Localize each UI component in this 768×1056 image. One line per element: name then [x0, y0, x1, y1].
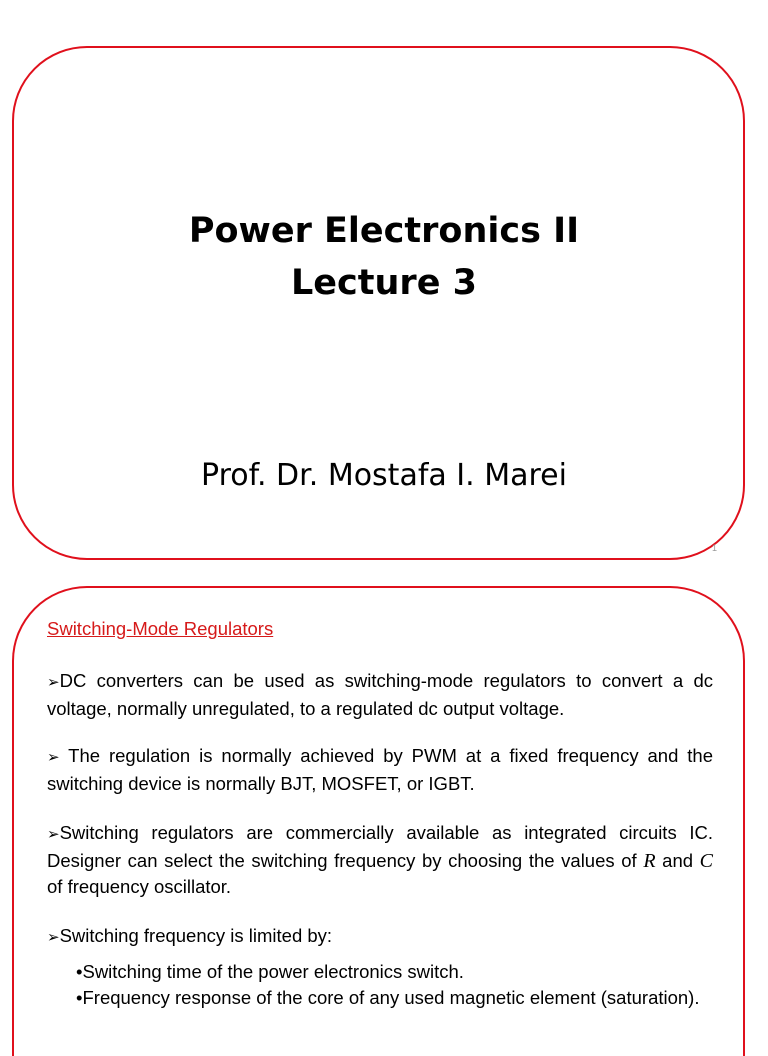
arrow-bullet-icon: ➢ [47, 826, 60, 843]
arrow-bullet-icon: ➢ [47, 674, 60, 691]
variable-c: C [699, 850, 713, 872]
list-item: •Switching time of the power electronics switch. [76, 961, 464, 982]
title-line-1: Power Electronics II [188, 211, 580, 251]
title-line-2: Lecture 3 [291, 263, 477, 303]
variable-r: R [643, 850, 656, 872]
paragraph-2 [47, 743, 713, 797]
paragraph-3-text-c: of frequency oscillator. [47, 876, 232, 897]
arrow-bullet-icon: ➢ [47, 749, 60, 766]
paragraph-1-text: DC converters can be used as switching-mode regulators to convert a dc voltage, normally unregulated, to a regulated dc output voltage. [47, 670, 713, 719]
lecture-title [0, 205, 768, 309]
paragraph-4-text: Switching frequency is limited by: [59, 925, 333, 946]
paragraph-3-text-b: and [655, 850, 700, 871]
author-name: Prof. Dr. Mostafa I. Marei [201, 458, 567, 493]
paragraph-3-text-a: Switching regulators are commercially available as integrated circuits IC. Designer can select the switching frequency by choosing the values of [47, 822, 713, 871]
paragraph-4 [47, 923, 713, 951]
list-item: •Frequency response of the core of any used magnetic element (saturation). [76, 987, 700, 1008]
paragraph-1 [47, 668, 713, 722]
page-number: 1 [712, 543, 718, 553]
arrow-bullet-icon: ➢ [47, 929, 60, 946]
paragraph-3 [47, 820, 713, 900]
section-heading: Switching-Mode Regulators [47, 618, 274, 639]
limit-list [76, 959, 713, 1011]
paragraph-2-text: The regulation is normally achieved by PWM at a fixed frequency and the switching device is normally BJT, MOSFET, or IGBT. [47, 745, 713, 794]
